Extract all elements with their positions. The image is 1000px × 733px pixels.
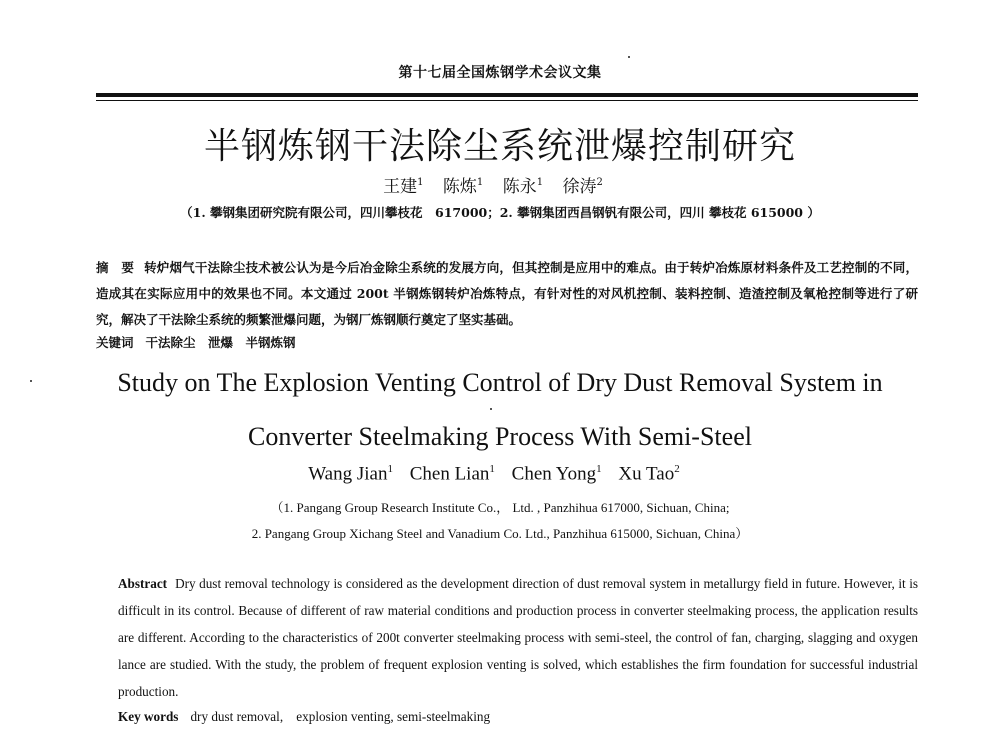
running-header: 第十七届全国炼钢学术会议文集 bbox=[398, 65, 602, 81]
author-affiliation-mark: 1 bbox=[476, 177, 484, 189]
english-abstract bbox=[118, 570, 918, 705]
author-name: 陈炼 bbox=[442, 177, 477, 197]
chinese-keywords-text: 干法除尘 泄爆 半钢炼钢 bbox=[145, 335, 296, 350]
english-abstract-text: Dry dust removal technology is considered as the development direction of dust removal system in metallurgy field in future. However, it is difficult in its control. Because of different of raw material conditions and production process in converter steelmaking process, the application results are different. According to the characteristics of 200t converter steelmaking process with semi-steel, the control of fan, charging, slagging and oxygen lance are studied. With the study, the problem of frequent explosion venting is solved, which establishes the firm foundation for successful industrial production. bbox=[118, 576, 918, 699]
author-affiliation-mark: 2 bbox=[674, 463, 680, 475]
english-keywords-text: dry dust removal, explosion venting, semi-steelmaking bbox=[190, 709, 491, 724]
author-name: Chen Lian bbox=[409, 463, 490, 485]
scan-speck bbox=[30, 380, 32, 382]
english-affiliation-line-2: 2. Pangang Group Xichang Steel and Vanadium Co. Ltd., Panzhihua 615000, Sichuan, China） bbox=[251, 526, 749, 541]
chinese-abstract-label: 摘 要 bbox=[96, 260, 135, 275]
english-authors bbox=[0, 463, 1000, 485]
scan-speck bbox=[490, 408, 492, 410]
author-affiliation-mark: 1 bbox=[596, 463, 602, 475]
english-abstract-label: Abstract bbox=[118, 576, 168, 591]
scan-speck bbox=[628, 56, 630, 58]
english-title-line-1: Study on The Explosion Venting Control of Dry Dust Removal System in bbox=[117, 368, 883, 397]
author-affiliation-mark: 2 bbox=[596, 177, 603, 189]
english-keywords-label: Key words bbox=[118, 709, 179, 724]
header-rule-thick bbox=[96, 93, 918, 97]
author-affiliation-mark: 1 bbox=[489, 463, 495, 475]
author-name: 陈永 bbox=[502, 177, 537, 197]
chinese-abstract bbox=[96, 255, 918, 333]
chinese-abstract-text: 转炉烟气干法除尘技术被公认为是今后冶金除尘系统的发展方向，但其控制是应用中的难点。由于转炉冶炼原材料条件及工艺控制的不同，造成其在实际应用中的效果也不同。本文通过 200t 半钢炼钢转炉冶炼特点，有针对性的对风机控制、装料控制、造渣控制及氧枪控制等进行了研究，解决了干法除尘系统的频繁泄爆问题，为钢厂炼钢顺行奠定了坚实基础。 bbox=[96, 260, 918, 327]
english-keywords bbox=[118, 706, 918, 725]
author-name: Xu Tao bbox=[618, 463, 675, 485]
author-name: 王建 bbox=[383, 177, 418, 197]
chinese-keywords bbox=[96, 333, 918, 351]
author-name: Chen Yong bbox=[511, 463, 597, 485]
author-name: 徐涛 bbox=[562, 177, 597, 197]
author-name: Wang Jian bbox=[308, 463, 388, 485]
author-affiliation-mark: 1 bbox=[536, 177, 544, 189]
chinese-title: 半钢炼钢干法除尘系统泄爆控制研究 bbox=[203, 126, 796, 167]
english-affiliation-line-1: （1. Pangang Group Research Institute Co.， Ltd. , Panzhihua 617000, Sichuan, China; bbox=[270, 500, 730, 515]
chinese-authors bbox=[0, 172, 1000, 197]
author-affiliation-mark: 1 bbox=[387, 463, 393, 475]
english-title-line-2: Converter Steelmaking Process With Semi-Steel bbox=[248, 422, 752, 451]
chinese-keywords-label: 关键词 bbox=[96, 335, 134, 350]
header-rule-thin bbox=[96, 100, 918, 101]
chinese-affiliation: （1. 攀钢集团研究院有限公司，四川攀枝花 617000；2. 攀钢集团西昌钢钒有限公司，四川 攀枝花 615000 ） bbox=[180, 205, 820, 220]
author-affiliation-mark: 1 bbox=[417, 177, 424, 189]
